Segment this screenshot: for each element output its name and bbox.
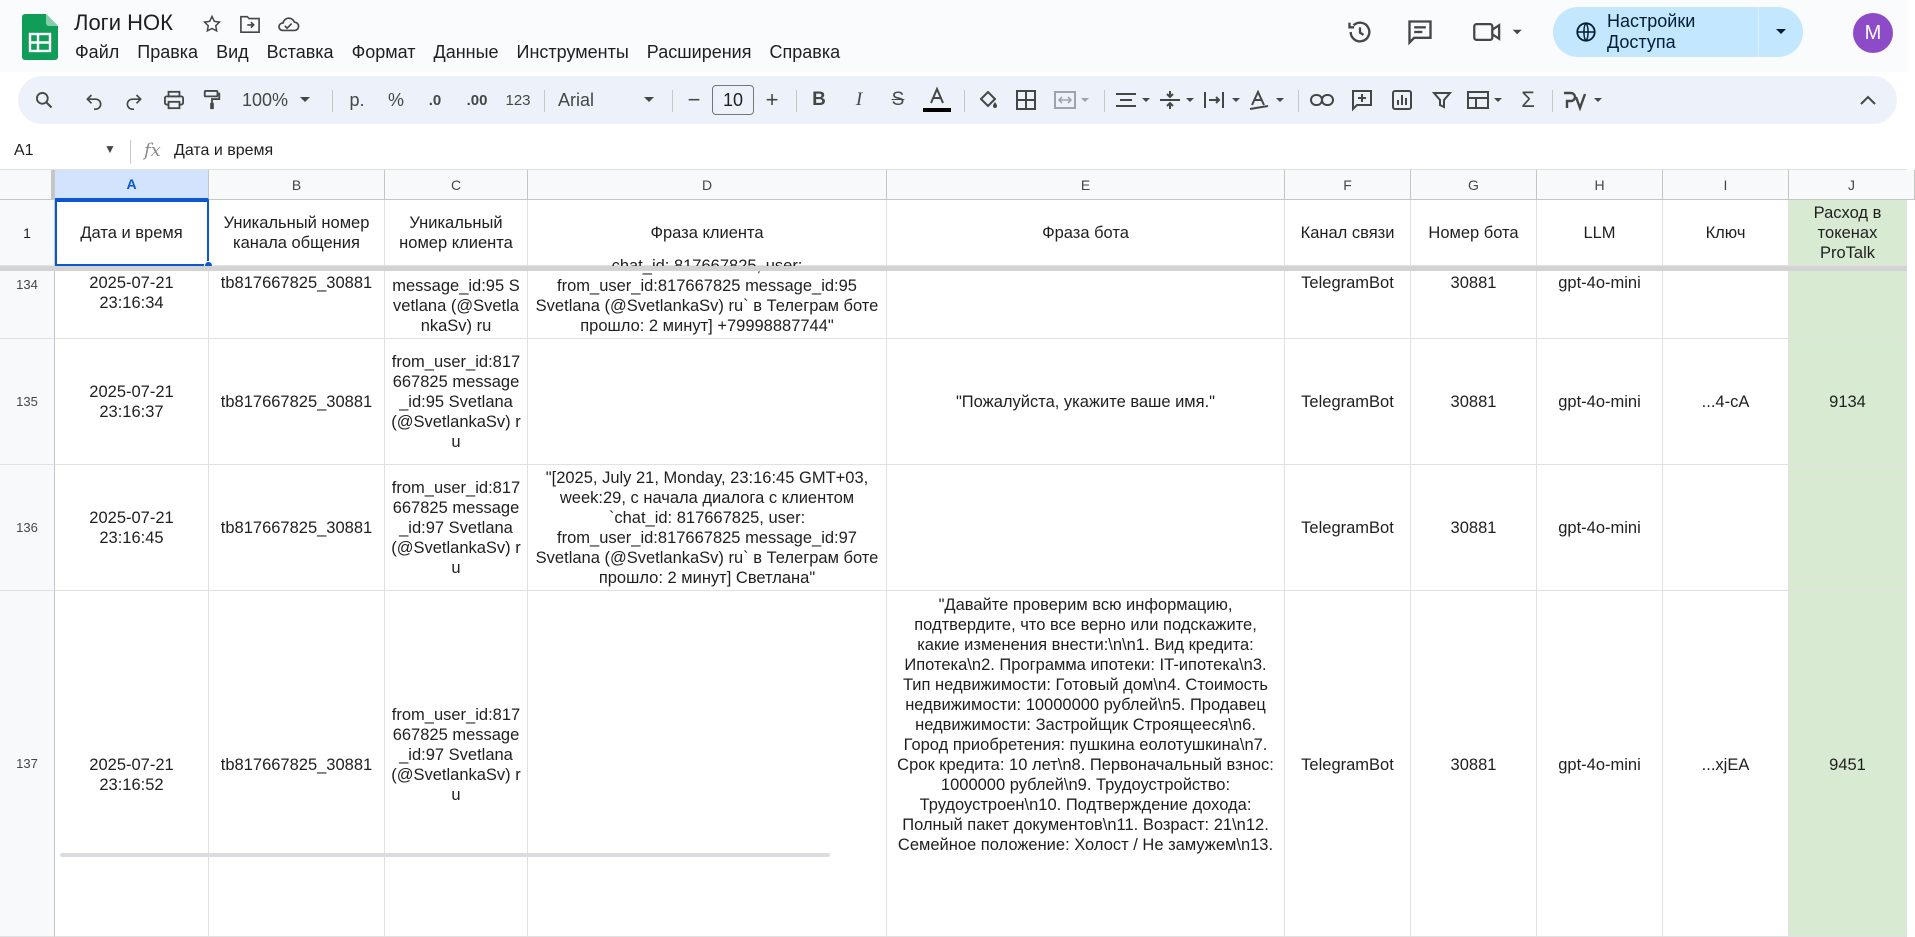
insert-chart-icon[interactable]: [1388, 76, 1416, 124]
paint-format-icon[interactable]: [198, 76, 226, 124]
menu-extensions[interactable]: Расширения: [646, 42, 752, 62]
column-header-f[interactable]: F: [1285, 170, 1411, 200]
table-cell[interactable]: [887, 465, 1285, 591]
column-header-i[interactable]: I: [1663, 170, 1789, 200]
insert-link-icon[interactable]: [1308, 76, 1336, 124]
menu-insert[interactable]: Вставка: [266, 42, 334, 62]
table-cell[interactable]: [1663, 465, 1789, 591]
input-tools-icon[interactable]: [1562, 76, 1608, 124]
column-header-d[interactable]: D: [528, 170, 887, 200]
table-cell[interactable]: tb817667825_30881: [209, 339, 385, 465]
borders-icon[interactable]: [1012, 76, 1040, 124]
table-cell[interactable]: [1789, 465, 1907, 591]
merge-cells-icon[interactable]: [1052, 76, 1094, 124]
bold-icon[interactable]: B: [812, 89, 826, 110]
column-header-b[interactable]: B: [209, 170, 385, 200]
strikethrough-icon[interactable]: S: [891, 89, 905, 110]
filter-icon[interactable]: [1428, 76, 1456, 124]
table-cell[interactable]: TelegramBot: [1285, 339, 1411, 465]
table-cell[interactable]: 30881: [1411, 465, 1537, 591]
table-cell[interactable]: message_id:95 Svetlana (@SvetlankaSv) ru: [385, 271, 528, 339]
font-select[interactable]: Arial: [558, 89, 595, 110]
share-dropdown-icon[interactable]: [1759, 7, 1803, 57]
header-cell-date[interactable]: Дата и время: [55, 200, 209, 266]
functions-icon[interactable]: Σ: [1521, 87, 1535, 112]
document-title[interactable]: Логи НОК: [74, 10, 173, 35]
table-cell[interactable]: [528, 339, 887, 465]
table-cell[interactable]: from_user_id:817667825 message_id:97 Svetlana (@SvetlankaSv) ru: [385, 591, 528, 937]
vertical-align-icon[interactable]: [1158, 76, 1198, 124]
header-cell-llm[interactable]: LLM: [1537, 200, 1663, 266]
menu-data[interactable]: Данные: [433, 42, 499, 62]
toolbar: [18, 76, 1897, 124]
table-cell[interactable]: tb817667825_30881: [209, 591, 385, 937]
chevron-down-icon[interactable]: [296, 76, 314, 124]
header-cell-bot-phrase[interactable]: Фраза бота: [887, 200, 1285, 266]
currency-format-button[interactable]: р.: [349, 89, 365, 110]
row-header-136[interactable]: 136: [0, 465, 55, 591]
font-size-input[interactable]: 10: [712, 85, 754, 115]
formula-input[interactable]: Дата и время: [174, 142, 274, 159]
horizontal-scrollbar[interactable]: [60, 853, 830, 857]
fx-icon: fx: [144, 140, 161, 161]
increase-font-size-icon[interactable]: +: [765, 87, 779, 112]
table-cell[interactable]: 9134: [1789, 339, 1907, 465]
menu-view[interactable]: Вид: [216, 42, 249, 62]
decrease-font-size-icon[interactable]: −: [687, 87, 701, 112]
menu-format[interactable]: Формат: [351, 42, 416, 62]
formula-bar: [0, 134, 1907, 170]
header-cell-client-phrase[interactable]: Фраза клиента: [528, 200, 887, 266]
table-cell[interactable]: "Давайте проверим всю информацию, подтвердите, что все верно или подскажите, какие изменения внести:\n\n1. Вид кредита: Ипотека\n2. Программа ипотеки: IT-ипотека\n3. Тип недвижимости: Готовый дом\n4. Стоимость недвижимости: 10000000 рублей\n5. Продавец недвижимости: Застройщик Строящееся\n6. Город приобретения: пушкина еолотушкина\n7. Срок кредита: 10 лет\n8. Первоначальный взнос: 1000000 рублей\n9. Трудоустройство: Трудоустроен\n10. Подтверждение дохода: Полный пакет документов\n11. Возраст: 21\n12. Семейное положение: Холост / Не замужем\n13.: [887, 591, 1285, 937]
table-cell[interactable]: ...4-cA: [1663, 339, 1789, 465]
zoom-select[interactable]: 100%: [241, 89, 289, 110]
table-cell[interactable]: 2025-07-21 23:16:34: [55, 271, 209, 339]
table-cell[interactable]: "Пожалуйста, укажите ваше имя.": [887, 339, 1285, 465]
text-wrapping-icon[interactable]: [1202, 76, 1244, 124]
header-cell-key[interactable]: Ключ: [1663, 200, 1789, 266]
sheets-logo-icon[interactable]: [22, 14, 58, 60]
table-cell[interactable]: tb817667825_30881: [209, 465, 385, 591]
text-color-icon[interactable]: [922, 76, 952, 124]
title-bar: [0, 0, 1907, 72]
table-cell[interactable]: [528, 591, 887, 937]
menu-file[interactable]: Файл: [75, 42, 120, 62]
table-cell[interactable]: 2025-07-21 23:16:37: [55, 339, 209, 465]
header-cell-client-id[interactable]: Уникальный номер клиента: [385, 200, 528, 266]
collapse-toolbar-icon[interactable]: [1854, 76, 1882, 124]
table-cell[interactable]: 9451: [1789, 591, 1907, 937]
table-cell[interactable]: gpt-4o-mini: [1537, 465, 1663, 591]
share-label: Настройки Доступа: [1607, 11, 1696, 52]
table-cell[interactable]: TelegramBot: [1285, 271, 1411, 339]
undo-icon[interactable]: [80, 76, 108, 124]
chevron-down-icon[interactable]: ▼: [104, 142, 116, 156]
spreadsheet-grid: [0, 170, 1907, 858]
share-button[interactable]: [1553, 7, 1803, 57]
header-cell-channel[interactable]: Канал связи: [1285, 200, 1411, 266]
column-header-j[interactable]: J: [1789, 170, 1915, 200]
horizontal-align-icon[interactable]: [1114, 76, 1154, 124]
menu-bar: [66, 40, 849, 64]
filter-views-icon[interactable]: [1466, 76, 1508, 124]
increase-decimal-button[interactable]: .00: [466, 91, 488, 109]
table-cell[interactable]: gpt-4o-mini: [1537, 271, 1663, 339]
history-icon[interactable]: [1344, 16, 1376, 48]
header-cell-bot-number[interactable]: Номер бота: [1411, 200, 1537, 266]
table-cell[interactable]: [887, 271, 1285, 339]
decrease-decimal-button[interactable]: .0: [428, 91, 442, 109]
move-folder-icon[interactable]: [238, 12, 262, 36]
table-cell[interactable]: tb817667825_30881: [209, 271, 385, 339]
frozen-row-divider[interactable]: [0, 266, 1907, 271]
header-cell-channel-id[interactable]: Уникальный номер канала общения: [209, 200, 385, 266]
table-cell[interactable]: TelegramBot: [1285, 465, 1411, 591]
table-cell[interactable]: ...xjEA: [1663, 591, 1789, 937]
table-cell[interactable]: 2025-07-21 23:16:45: [55, 465, 209, 591]
select-all-corner[interactable]: [0, 170, 55, 200]
row-header-1[interactable]: 1: [0, 200, 55, 266]
table-cell[interactable]: from_user_id:817667825 message_id:95 Svetlana (@SvetlankaSv) ru` в Телеграм боте прошло: 2 минут] +79998887744": [528, 271, 887, 339]
text-rotation-icon[interactable]: [1248, 76, 1290, 124]
table-cell[interactable]: from_user_id:817667825 message_id:95 Svetlana (@SvetlankaSv) ru: [385, 339, 528, 465]
menu-help[interactable]: Справка: [769, 42, 841, 62]
table-cell[interactable]: 2025-07-21 23:16:52: [55, 591, 209, 937]
menu-edit[interactable]: Правка: [137, 42, 199, 62]
table-cell[interactable]: 30881: [1411, 271, 1537, 339]
percent-format-button[interactable]: %: [387, 89, 404, 110]
column-header-e[interactable]: E: [887, 170, 1285, 200]
table-cell[interactable]: [1789, 271, 1907, 339]
table-cell[interactable]: 30881: [1411, 591, 1537, 937]
fill-color-icon[interactable]: [974, 76, 1002, 124]
print-icon[interactable]: [160, 76, 188, 124]
table-cell[interactable]: 30881: [1411, 339, 1537, 465]
table-cell[interactable]: gpt-4o-mini: [1537, 339, 1663, 465]
row-header-135[interactable]: 135: [0, 339, 55, 465]
row-header-134[interactable]: 134: [0, 271, 55, 339]
table-cell[interactable]: "[2025, July 21, Monday, 23:16:45 GMT+03, week:29, с начала диалога с клиентом `chat_id: 817667825, user: from_user_id:817667825 message_id:97 Svetlana (@SvetlankaSv) ru` в Телеграм боте прошло: 2 минут] Светлана": [528, 465, 887, 591]
meet-video-icon[interactable]: [1470, 16, 1526, 48]
header-cell-token-usage[interactable]: Расход в токенах ProTalk: [1789, 200, 1907, 266]
cloud-status-icon[interactable]: [276, 12, 300, 36]
column-header-a[interactable]: A: [55, 170, 209, 200]
chevron-down-icon[interactable]: [640, 76, 658, 124]
table-cell[interactable]: TelegramBot: [1285, 591, 1411, 937]
table-cell[interactable]: gpt-4o-mini: [1537, 591, 1663, 937]
italic-icon[interactable]: I: [855, 89, 863, 110]
column-header-c[interactable]: C: [385, 170, 528, 200]
row-header-137[interactable]: 137: [0, 591, 55, 937]
menu-tools[interactable]: Инструменты: [516, 42, 629, 62]
search-icon[interactable]: [30, 76, 58, 124]
comments-icon[interactable]: [1404, 16, 1436, 48]
globe-icon: [1575, 21, 1597, 43]
redo-icon[interactable]: [120, 76, 148, 124]
star-icon[interactable]: [200, 12, 224, 36]
column-header-g[interactable]: G: [1411, 170, 1537, 200]
table-cell[interactable]: [1663, 271, 1789, 339]
table-cell[interactable]: from_user_id:817667825 message_id:97 Svetlana (@SvetlankaSv) ru: [385, 465, 528, 591]
more-formats-button[interactable]: 123: [505, 91, 531, 109]
column-header-h[interactable]: H: [1537, 170, 1663, 200]
avatar[interactable]: M: [1853, 13, 1893, 53]
insert-comment-icon[interactable]: [1348, 76, 1376, 124]
name-box[interactable]: A1: [14, 142, 34, 159]
